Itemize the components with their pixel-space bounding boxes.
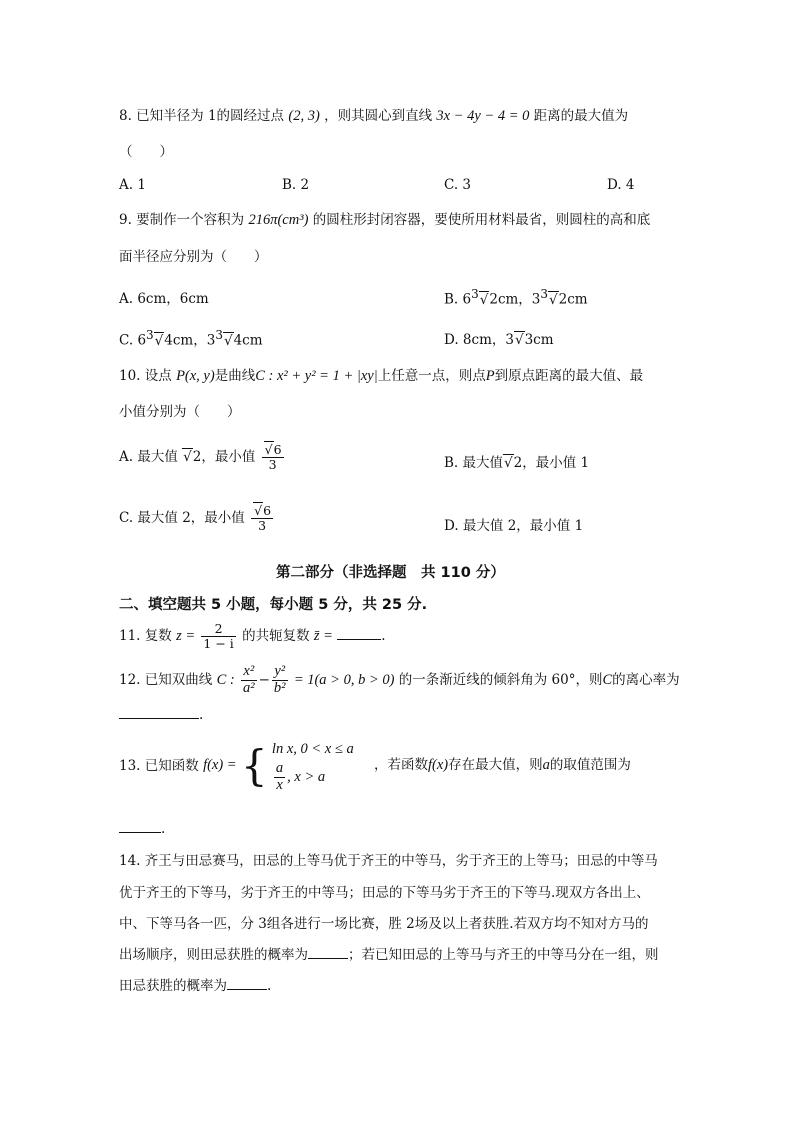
q14-answer-blank-1 (308, 958, 348, 959)
q14-line-5: 田忌获胜的概率为 . (119, 978, 272, 994)
q10-curve: C : x² + y² = 1 + |xy| (255, 368, 378, 384)
q10-option-a: A. 最大值 √2，最小值 $\frac{√6}{3}$ (119, 442, 282, 472)
q13-piecewise-cases: ln x, 0 < x ≤ a $\frac{a}{x}$ , x > a (271, 741, 354, 794)
q13-stem: 13. 已知函数 f(x) = { ln x, 0 < x ≤ a $\frac{a}{x}$ , x > a ，若函数f(x)存在最大值，则a的取值范围为 (119, 738, 631, 794)
q8-option-b: B. 2 (282, 177, 310, 193)
q14-answer-blank-2 (227, 989, 267, 990)
q8-answer-paren: （ ） (119, 144, 173, 160)
q13-answer-blank (119, 832, 161, 833)
q8-option-c: C. 3 (444, 177, 472, 193)
q10-stem: 10. 设点 P(x, y)是曲线C : x² + y² = 1 + |xy|上任意一点，则点P到原点距离的最大值、最 (119, 368, 644, 384)
piecewise-brace-icon: { (240, 741, 268, 791)
q13-answer-line: . (119, 821, 165, 837)
q12-answer-blank (119, 718, 199, 719)
q9-stem: 9. 要制作一个容积为 216π(cm³) 的圆柱形封闭容器，要使所用材料最省，则圆柱的高和底 (119, 212, 651, 228)
q10-option-c: C. 最大值 2，最小值 $\frac{√6}{3}$ (119, 503, 272, 533)
section-subtitle: 二、填空题共 5 小题，每小题 5 分，共 25 分. (119, 597, 428, 613)
q12-answer-line: . (119, 707, 203, 723)
q9-volume: 216π(cm³) (248, 212, 309, 228)
q14-line-2: 优于齐王的下等马，劣于齐王的中等马；田忌的下等马劣于齐王的下等马.现双方各出上、 (119, 885, 650, 901)
q14-line-3: 中、下等马各一匹，分 3组各进行一场比赛，胜 2场及以上者获胜.若双方均不知对方马的 (119, 916, 649, 932)
q10-stem-continued: 小值分别为（ ） (119, 404, 241, 420)
q8-line-equation: 3x − 4y − 4 = 0 (436, 108, 530, 124)
q8-option-d: D. 4 (607, 177, 635, 193)
q11-answer-blank (337, 639, 381, 640)
q10-option-d: D. 最大值 2，最小值 1 (444, 518, 584, 534)
q9-stem-continued: 面半径应分别为（ ） (119, 249, 268, 265)
q14-line-1: 14. 齐王与田忌赛马，田忌的上等马优于齐王的中等马，劣于齐王的上等马；田忌的中等马 (119, 853, 658, 869)
section-title: 第二部分（非选择题 共 110 分） (276, 565, 505, 581)
q12-stem: 12. 已知双曲线 C : $\frac{\text{x²}}{\text{a²}}$ − $\frac{\text{y²}}{\text{b²}}$ = 1(a > 0, b > 0) 的一条渐近线的倾斜角为 60°，则C的离心率为 (119, 663, 680, 696)
q9-option-c: C. $6^3√4cm$，$3^3√4cm$ (119, 328, 263, 349)
q8-point: (2, 3) (288, 108, 320, 124)
q9-option-b: B. $6^3√2cm$，$3^3√2cm$ (444, 287, 588, 308)
q9-option-d: D. 8cm，3√3cm (444, 332, 554, 348)
q8-stem: 8. 已知半径为 1的圆经过点 (2, 3) ，则其圆心到直线 3x − 4y − 4 = 0 距离的最大值为 (119, 108, 629, 124)
q9-option-a: A. 6cm，6cm (119, 291, 209, 307)
q11-stem: 11. 复数 z = $\frac{2}{1 - i}$ 的共轭复数 z̄ = . (119, 621, 386, 651)
root-sign-icon: √ (479, 291, 489, 308)
q14-line-4: 出场顺序，则田忌获胜的概率为 ；若已知田忌的上等马与齐王的中等马分在一组，则 (119, 947, 659, 963)
q8-option-a: A. 1 (119, 177, 146, 193)
q10-option-b: B. 最大值√2，最小值 1 (444, 455, 590, 471)
